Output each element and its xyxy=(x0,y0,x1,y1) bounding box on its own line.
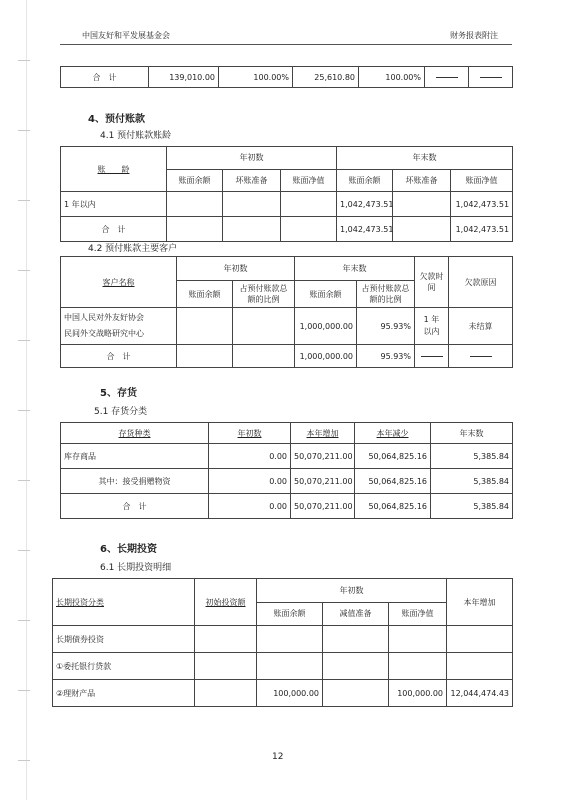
margin-tick xyxy=(18,130,30,131)
end-balance: 1,042,473.51 xyxy=(337,217,393,242)
end-balance: 1,042,473.51 xyxy=(337,192,393,217)
row-label: ②理财产品 xyxy=(53,680,195,707)
col-header-age: 账 龄 xyxy=(61,147,167,192)
row-label-total: 合 计 xyxy=(61,494,209,519)
balance-value xyxy=(257,653,323,680)
decrease-value: 50,064,825.16 xyxy=(355,444,431,469)
col-header-net: 账面净值 xyxy=(389,602,447,626)
col-header-increase: 本年增加 xyxy=(291,423,355,444)
end-ratio: 95.93% xyxy=(357,308,415,345)
table-row xyxy=(61,67,513,88)
col-header-balance: 账面余额 xyxy=(167,169,223,192)
total-label: 合 计 xyxy=(61,67,149,88)
balance-value: 100,000.00 xyxy=(257,680,323,707)
col-header-category: 长期投资分类 xyxy=(53,579,195,626)
subsection-title-investment-detail: 6.1 长期投资明细 xyxy=(100,563,172,573)
table-row xyxy=(61,192,513,217)
dash-cell xyxy=(469,67,513,88)
col-header-end: 年末数 xyxy=(431,423,513,444)
table-header-row xyxy=(61,147,513,170)
col-header-balance: 账面余额 xyxy=(177,281,233,308)
client-name-line: 民间外交战略研究中心 xyxy=(64,329,144,338)
table-row xyxy=(53,653,513,680)
table-header-row xyxy=(61,423,513,444)
col-header-balance: 账面余额 xyxy=(337,169,393,192)
increase-value: 50,070,211.00 xyxy=(291,494,355,519)
col-header-decrease: 本年减少 xyxy=(355,423,431,444)
end-net: 1,042,473.51 xyxy=(451,217,513,242)
table-row xyxy=(53,680,513,707)
col-header-client: 客户名称 xyxy=(61,257,177,308)
end-net: 1,042,473.51 xyxy=(451,192,513,217)
client-name-line: 中国人民对外友好协会 xyxy=(64,313,144,322)
subsection-title-inventory-class: 5.1 存货分类 xyxy=(94,407,148,417)
col-header-bad-debt: 坏账准备 xyxy=(223,169,281,192)
col-header-balance: 账面余额 xyxy=(295,281,357,308)
increase-value: 50,070,211.00 xyxy=(291,469,355,494)
inventory-table xyxy=(60,422,513,519)
subsection-title-clients: 4.2 预付账款主要客户 xyxy=(88,244,178,254)
increase-value xyxy=(447,653,513,680)
col-header-initial: 初始投资额 xyxy=(195,579,257,626)
table-row xyxy=(61,494,513,519)
table-header-row xyxy=(53,579,513,603)
table-row xyxy=(53,626,513,653)
col-header-ratio: 占预付账款总额的比例 xyxy=(357,281,415,308)
margin-tick xyxy=(18,480,30,481)
table-row xyxy=(61,444,513,469)
net-value: 100,000.00 xyxy=(389,680,447,707)
table-row xyxy=(61,308,513,345)
total-value-2: 100.00% xyxy=(219,67,293,88)
subsection-title-aging: 4.1 预付账款账龄 xyxy=(100,131,172,141)
row-label: ①委托银行贷款 xyxy=(53,653,195,680)
debt-reason: 未结算 xyxy=(449,308,513,345)
balance-value xyxy=(257,626,323,653)
binding-margin xyxy=(26,0,27,800)
col-header-increase: 本年增加 xyxy=(447,579,513,626)
debt-age-line: 1 年 xyxy=(423,315,440,324)
col-header-begin: 年初数 xyxy=(209,423,291,444)
col-header-age: 欠款时间 xyxy=(415,257,449,308)
total-value-3: 25,610.80 xyxy=(293,67,359,88)
margin-tick xyxy=(18,200,30,201)
debt-age-line: 以内 xyxy=(423,327,440,336)
col-header-impairment: 减值准备 xyxy=(323,602,389,626)
header-doc-title: 财务报表附注 xyxy=(450,31,498,40)
prepayment-clients-table xyxy=(60,256,513,368)
header-rule xyxy=(60,44,512,45)
total-value-4: 100.00% xyxy=(359,67,425,88)
col-header-net: 账面净值 xyxy=(451,169,513,192)
row-label-total: 合 计 xyxy=(61,217,167,242)
dash-cell xyxy=(425,67,469,88)
row-label: 其中：接受捐赠物资 xyxy=(61,469,209,494)
margin-tick xyxy=(18,550,30,551)
col-header-begin: 年初数 xyxy=(177,257,295,281)
continued-total-table xyxy=(60,66,513,88)
table-row xyxy=(61,345,513,368)
margin-tick xyxy=(18,760,30,761)
client-name xyxy=(61,308,177,345)
decrease-value: 50,064,825.16 xyxy=(355,494,431,519)
col-header-ratio: 占预付账款总额的比例 xyxy=(233,281,295,308)
total-value-1: 139,010.00 xyxy=(149,67,219,88)
begin-value: 0.00 xyxy=(209,444,291,469)
increase-value xyxy=(447,626,513,653)
page-number: 12 xyxy=(272,752,284,762)
table-header-row xyxy=(61,257,513,281)
section-title-inventory: 5、存货 xyxy=(100,388,137,399)
end-value: 5,385.84 xyxy=(431,494,513,519)
begin-value: 0.00 xyxy=(209,469,291,494)
row-label-total: 合 计 xyxy=(61,345,177,368)
table-row xyxy=(61,469,513,494)
table-row xyxy=(61,217,513,242)
long-term-investment-table xyxy=(52,578,513,707)
end-value: 5,385.84 xyxy=(431,469,513,494)
col-header-reason: 欠款原因 xyxy=(449,257,513,308)
margin-tick xyxy=(18,60,30,61)
col-header-net: 账面净值 xyxy=(281,169,337,192)
prepayment-aging-table xyxy=(60,146,513,242)
end-value: 5,385.84 xyxy=(431,444,513,469)
col-header-end: 年末数 xyxy=(295,257,415,281)
margin-tick xyxy=(18,620,30,621)
margin-tick xyxy=(18,690,30,691)
net-value xyxy=(389,626,447,653)
col-header-begin: 年初数 xyxy=(167,147,337,170)
end-balance: 1,000,000.00 xyxy=(295,308,357,345)
margin-tick xyxy=(18,270,30,271)
row-label: 1 年以内 xyxy=(61,192,167,217)
dash-cell xyxy=(449,345,513,368)
decrease-value: 50,064,825.16 xyxy=(355,469,431,494)
margin-tick xyxy=(18,340,30,341)
total-ratio: 95.93% xyxy=(357,345,415,368)
begin-value: 0.00 xyxy=(209,494,291,519)
row-label: 长期债券投资 xyxy=(53,626,195,653)
total-balance: 1,000,000.00 xyxy=(295,345,357,368)
section-title-long-term-investment: 6、长期投资 xyxy=(100,544,157,555)
header-org: 中国友好和平发展基金会 xyxy=(82,31,170,40)
increase-value: 50,070,211.00 xyxy=(291,444,355,469)
row-label: 库存商品 xyxy=(61,444,209,469)
col-header-begin: 年初数 xyxy=(257,579,447,603)
col-header-bad-debt: 坏账准备 xyxy=(393,169,451,192)
col-header-balance: 账面余额 xyxy=(257,602,323,626)
col-header-end: 年末数 xyxy=(337,147,513,170)
debt-age xyxy=(415,308,449,345)
increase-value: 12,044,474.43 xyxy=(447,680,513,707)
dash-cell xyxy=(415,345,449,368)
net-value xyxy=(389,653,447,680)
section-title-prepayments: 4、预付账款 xyxy=(88,114,145,125)
col-header-type: 存货种类 xyxy=(61,423,209,444)
margin-tick xyxy=(18,410,30,411)
